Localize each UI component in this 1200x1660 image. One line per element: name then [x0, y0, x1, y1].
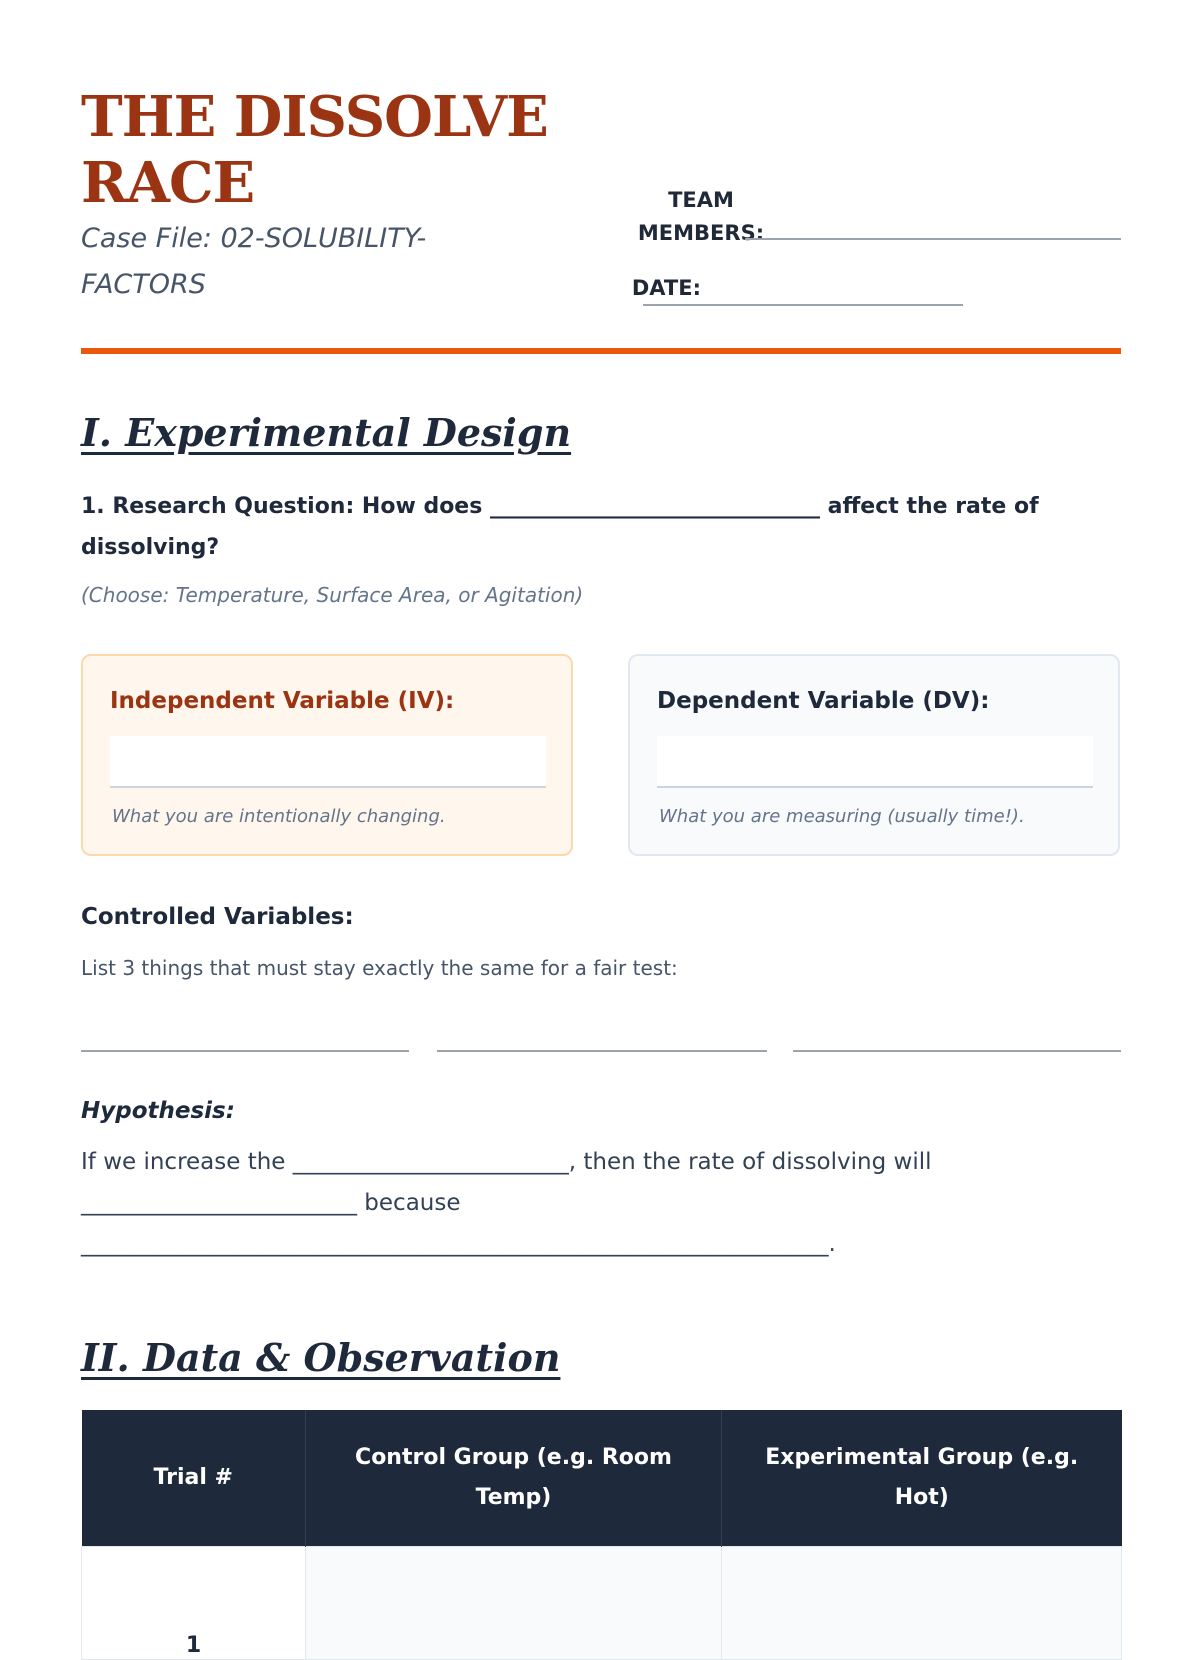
controlled-variable-field[interactable]	[793, 1050, 1121, 1052]
table-row	[82, 1547, 1122, 1660]
worksheet-title: THE DISSOLVE RACE	[81, 84, 548, 216]
control-group-cell[interactable]	[306, 1547, 722, 1660]
dv-input[interactable]	[657, 736, 1093, 788]
hypothesis-title: Hypothesis:	[81, 1098, 235, 1124]
iv-note: What you are intentionally changing.	[112, 806, 446, 827]
column-header-experimental-group: Experimental Group (e.g. Hot)	[722, 1410, 1122, 1547]
iv-input[interactable]	[110, 736, 546, 788]
controlled-variable-field[interactable]	[437, 1050, 767, 1052]
research-question: 1. Research Question: How does ______________________________ affect the rate of dissolving?	[81, 494, 1039, 560]
experimental-group-cell[interactable]	[722, 1547, 1122, 1660]
case-file-label: Case File: 02-SOLUBILITY-FACTORS	[81, 223, 427, 300]
data-table	[81, 1410, 1122, 1660]
date-field[interactable]	[643, 304, 963, 306]
date-label: DATE:	[631, 276, 701, 300]
hypothesis-text: If we increase the ________________________, then the rate of dissolving will ________________________ because _________________________________________________________________.	[81, 1149, 932, 1257]
controlled-variables-instruction: List 3 things that must stay exactly the same for a fair test:	[81, 956, 678, 980]
dv-note: What you are measuring (usually time!).	[659, 806, 1025, 827]
worksheet-page	[81, 0, 1121, 1658]
controlled-variable-field[interactable]	[81, 1050, 409, 1052]
independent-variable-card	[81, 654, 573, 856]
section-title-experimental-design: I. Experimental Design	[81, 410, 572, 455]
team-members-label	[581, 184, 821, 250]
research-question-hint: (Choose: Temperature, Surface Area, or Agitation)	[81, 583, 584, 607]
trial-number-cell: 1	[82, 1547, 306, 1660]
column-header-control-group: Control Group (e.g. Room Temp)	[306, 1410, 722, 1547]
table-header-row	[82, 1410, 1122, 1547]
iv-label: Independent Variable (IV):	[110, 688, 455, 714]
dependent-variable-card	[628, 654, 1120, 856]
section-title-data-observation: II. Data & Observation	[81, 1335, 561, 1380]
controlled-variables-title: Controlled Variables:	[81, 904, 354, 930]
team-members-field[interactable]	[745, 238, 1121, 240]
header-divider	[81, 348, 1121, 354]
team-label-line-2: MEMBERS:	[637, 221, 765, 245]
team-label-line-1: TEAM	[668, 188, 734, 212]
column-header-trial: Trial #	[82, 1410, 306, 1547]
dv-label: Dependent Variable (DV):	[657, 688, 990, 714]
